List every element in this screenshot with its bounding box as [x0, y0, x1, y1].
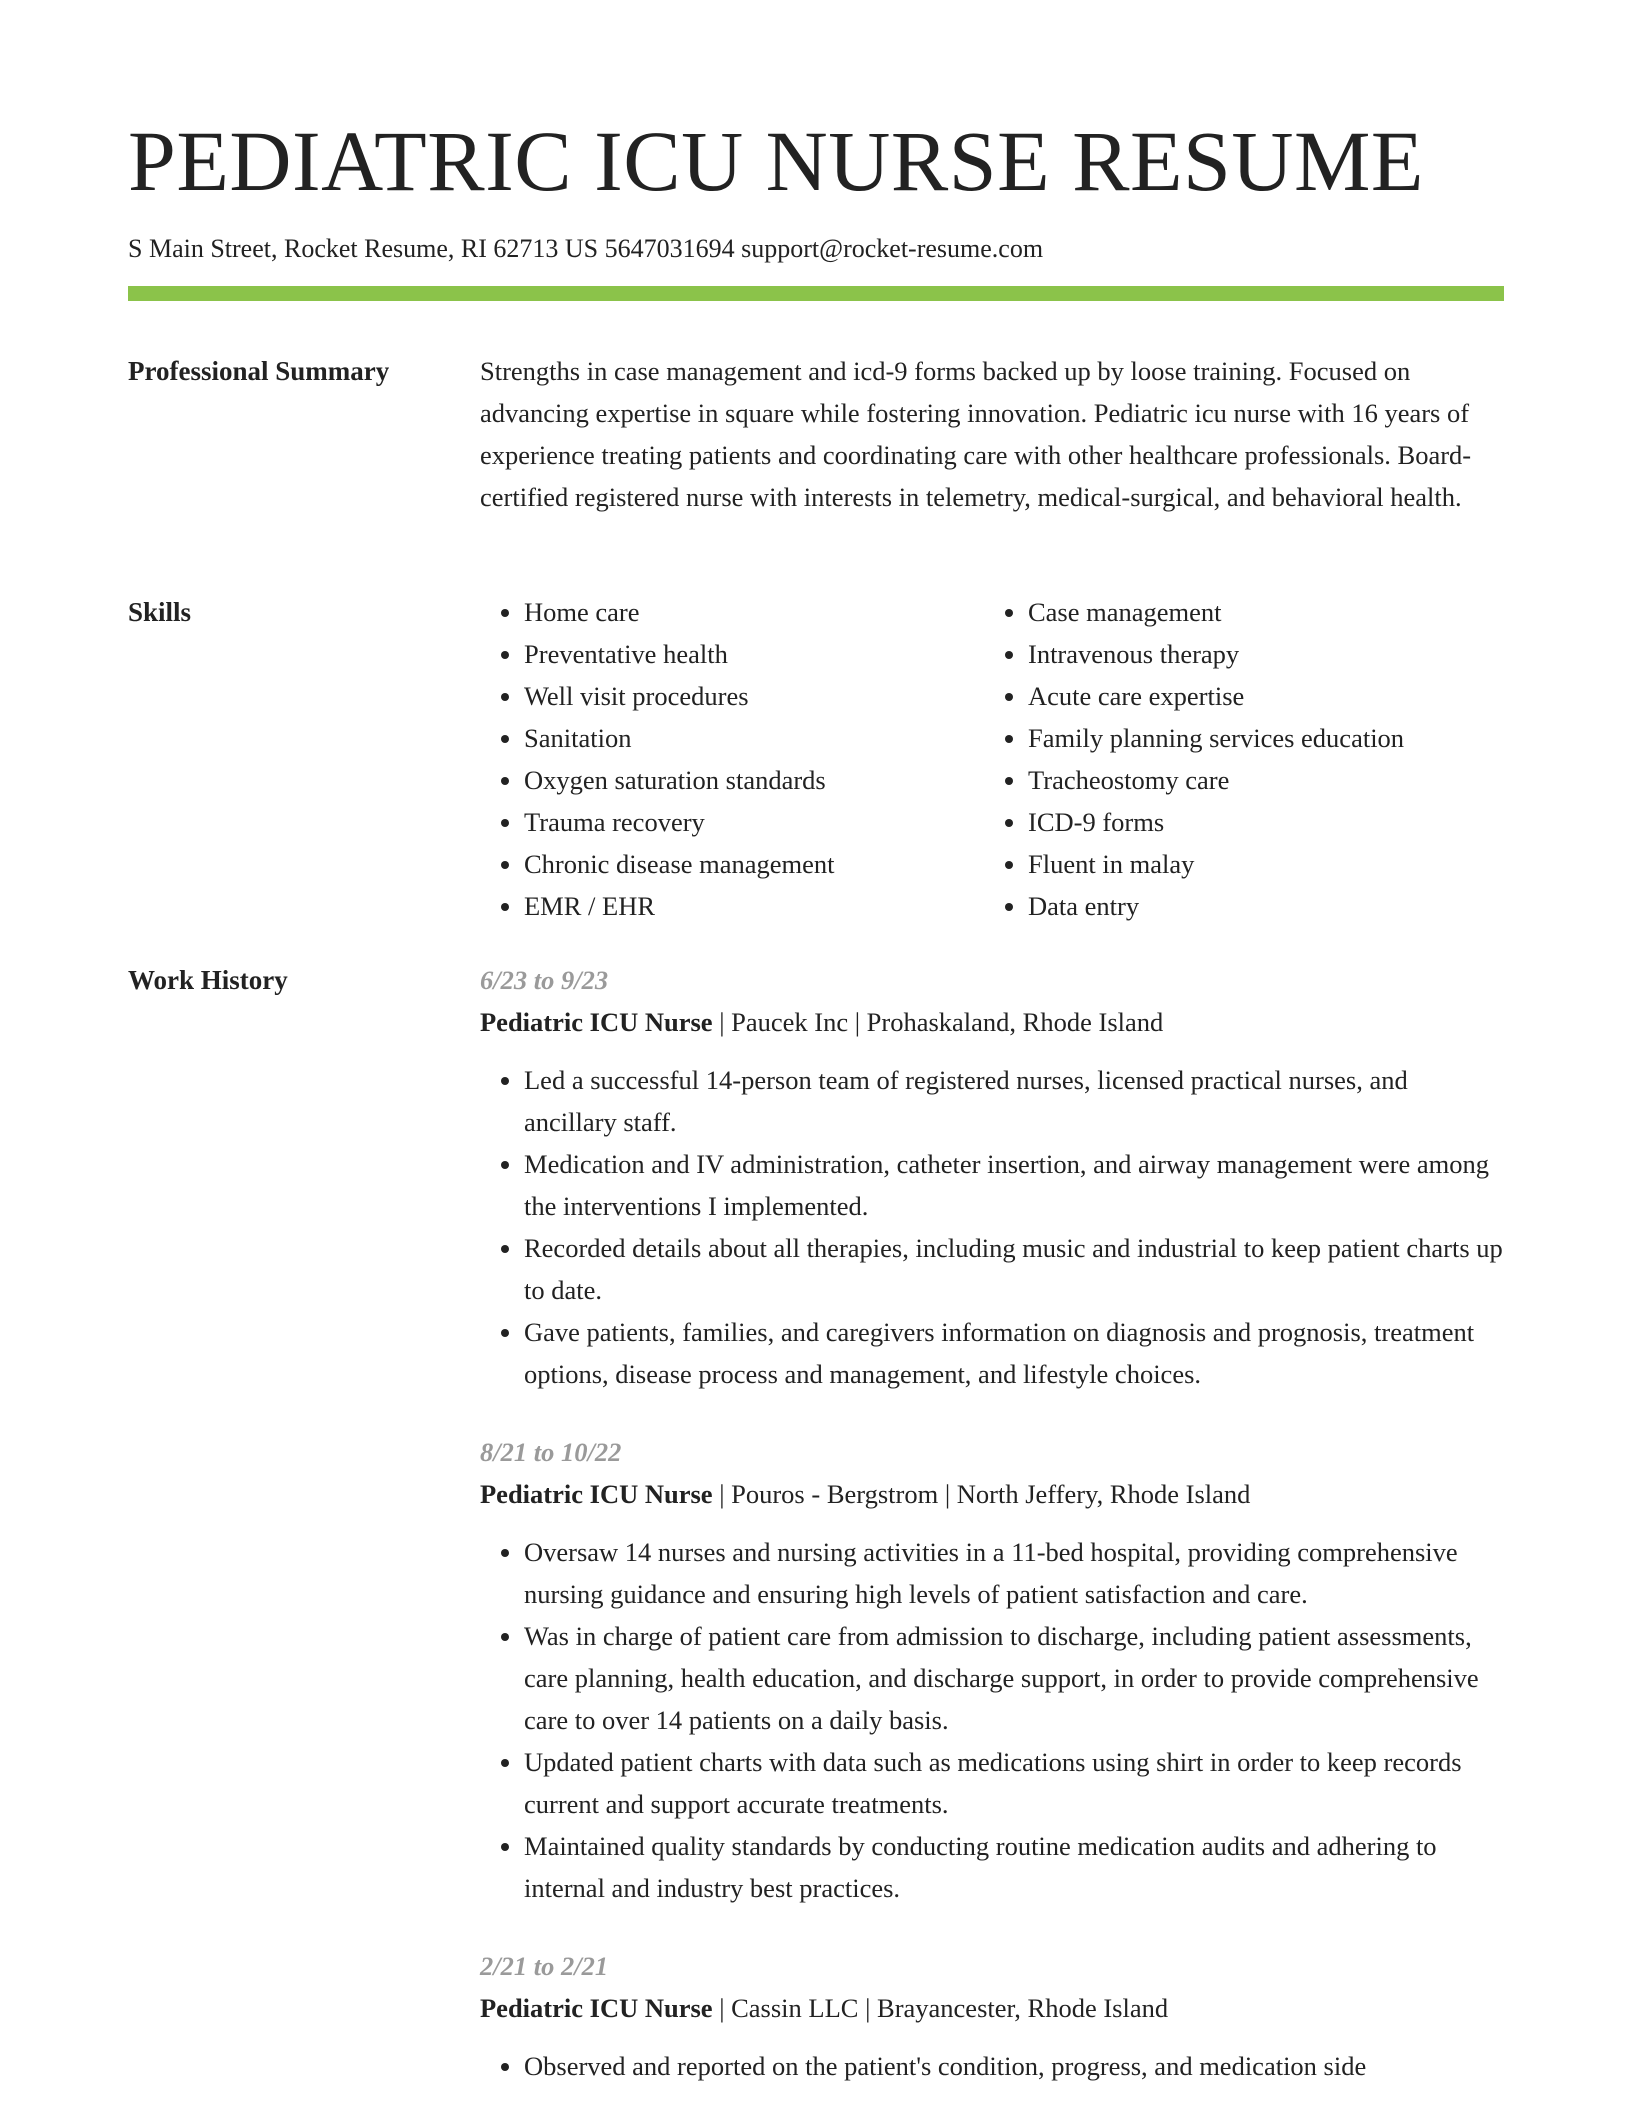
job-bullet: • Was in charge of patient care from admission to discharge, including patient assessments, care planning, health education, and discharge support, in order to provide comprehensive care to over 14 patients on a daily basis. — [524, 1615, 1504, 1741]
skill-item: • ICD-9 forms — [1028, 801, 1488, 843]
skill-item: • Data entry — [1028, 885, 1488, 927]
job-dates: 6/23 to 9/23 — [480, 965, 609, 995]
job-title: Pediatric ICU Nurse — [480, 1479, 713, 1509]
resume-title: PEDIATRIC ICU NURSE RESUME — [128, 113, 1424, 209]
job-bullets — [480, 1059, 1504, 1395]
job-heading — [480, 1473, 1504, 1515]
skill-item: • Oxygen saturation standards — [524, 759, 984, 801]
summary-text: Strengths in case management and icd-9 forms backed up by loose training. Focused on advancing expertise in square while fostering innovation. Pediatric icu nurse with 16 years of experience treating patients and coordinating care with other healthcare professionals. Board-certified registered nurse with interests in telemetry, medical-surgical, and behavioral health. — [480, 356, 1472, 512]
skill-item: • Well visit procedures — [524, 675, 984, 717]
job-heading — [480, 1987, 1504, 2029]
skills-heading: Skills — [128, 597, 192, 627]
skill-item: • Preventative health — [524, 633, 984, 675]
skill-item: • Tracheostomy care — [1028, 759, 1488, 801]
skill-item: • Case management — [1028, 591, 1488, 633]
job-bullet: • Maintained quality standards by conducting routine medication audits and adhering to internal and industry best practices. — [524, 1825, 1504, 1909]
job-bullets — [480, 1531, 1504, 1909]
job-bullet: • Led a successful 14-person team of registered nurses, licensed practical nurses, and ancillary staff. — [524, 1059, 1504, 1143]
skill-item: • Acute care expertise — [1028, 675, 1488, 717]
skill-item: • Fluent in malay — [1028, 843, 1488, 885]
job-entry — [480, 1431, 1504, 1909]
skills-list-left — [480, 591, 984, 927]
job-details: | Cassin LLC | Brayancester, Rhode Island — [712, 1993, 1169, 2023]
job-dates: 2/21 to 2/21 — [480, 1951, 609, 1981]
work-history-heading: Work History — [128, 965, 288, 995]
contact-line: S Main Street, Rocket Resume, RI 62713 US 5647031694 support@rocket-resume.com — [128, 234, 1044, 263]
job-entry — [480, 1945, 1504, 2087]
job-heading — [480, 1001, 1504, 1043]
job-details: | Pouros - Bergstrom | North Jeffery, Rhode Island — [712, 1479, 1251, 1509]
skill-item: • Trauma recovery — [524, 801, 984, 843]
job-entry — [480, 959, 1504, 1395]
job-title: Pediatric ICU Nurse — [480, 1007, 713, 1037]
skill-item: • Chronic disease management — [524, 843, 984, 885]
job-dates: 8/21 to 10/22 — [480, 1437, 622, 1467]
job-bullet: • Updated patient charts with data such as medications using shirt in order to keep records current and support accurate treatments. — [524, 1741, 1504, 1825]
job-title: Pediatric ICU Nurse — [480, 1993, 713, 2023]
skill-item: • Sanitation — [524, 717, 984, 759]
skill-item: • Intravenous therapy — [1028, 633, 1488, 675]
job-bullet: • Oversaw 14 nurses and nursing activities in a 11-bed hospital, providing comprehensive nursing guidance and ensuring high levels of patient satisfaction and care. — [524, 1531, 1504, 1615]
job-bullet: • Medication and IV administration, catheter insertion, and airway management were among the interventions I implemented. — [524, 1143, 1504, 1227]
job-bullet: • Observed and reported on the patient's condition, progress, and medication side — [524, 2045, 1504, 2087]
skill-item: • EMR / EHR — [524, 885, 984, 927]
skill-item: • Home care — [524, 591, 984, 633]
skills-list-right — [984, 591, 1488, 927]
job-details: | Paucek Inc | Prohaskaland, Rhode Island — [712, 1007, 1164, 1037]
job-bullet: • Recorded details about all therapies, including music and industrial to keep patient charts up to date. — [524, 1227, 1504, 1311]
job-bullets — [480, 2045, 1504, 2087]
skill-item: • Family planning services education — [1028, 717, 1488, 759]
job-bullet: • Gave patients, families, and caregivers information on diagnosis and prognosis, treatment options, disease process and management, and lifestyle choices. — [524, 1311, 1504, 1395]
summary-heading: Professional Summary — [128, 356, 390, 386]
accent-divider — [128, 286, 1504, 301]
